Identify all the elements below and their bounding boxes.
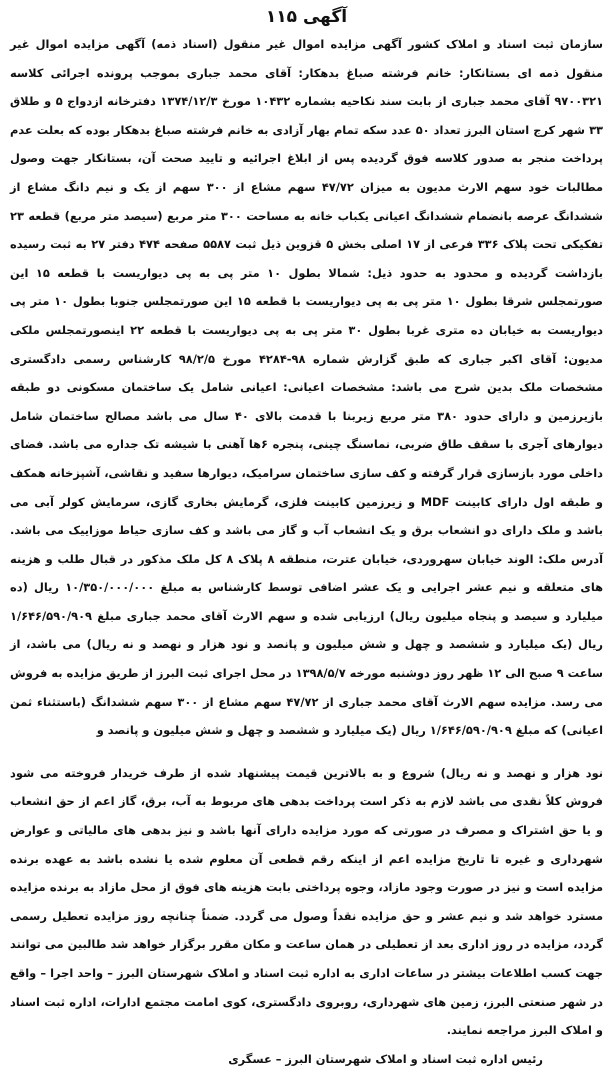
notice-signature: رئیس اداره ثبت اسناد و املاک شهرستان البرز – عسگری (228, 1051, 543, 1066)
notice-body-paragraph-2: نود هزار و نهصد و نه ریال) شروع و به بالاترین قیمت پیشنهاد شده از طرف خریدار فروخته می شود فروش کلاً نقدی می باشد لازم به ذکر است پرداخت بدهی های مربوط به آب، برق، گاز اعم از حق انشعاب و یا حق اشتراک و مصرف در صورتی که مورد مزایده دارای آنها باشد و نیز بدهی های مالیاتی و عوارض شهرداری و غیره تا تاریخ مزایده اعم از اینکه رقم قطعی آن معلوم شده یا نشده باشد به عهده برنده مزایده است و نیز در صورت وجود مازاد، وجوه پرداختی بابت هزینه های فوق از محل مازاد به برنده مزایده مسترد خواهد شد و نیم عشر و حق مزایده نقداً وصول می گردد. ضمناً چنانچه روز مزایده تعطیل رسمی گردد، مزایده در روز اداری بعد از تعطیلی در همان ساعت و مکان مقرر برگزار خواهد شد طالبین می توانند جهت کسب اطلاعات بیشتر در ساعات اداری به اداره ثبت اسناد و املاک شهرستان البرز – واحد اجرا – واقع در شهر صنعتی البرز، زمین های شهرداری، روبروی دادگستری، کوی امامت مجتمع ادارات، اداره ثبت اسناد و املاک البرز مراجعه نمایند. (10, 765, 603, 1038)
notice-title: آگهی ۱۱۵ (265, 7, 348, 27)
notice-body-paragraph-1: سازمان ثبت اسناد و املاک کشور آگهی مزایده اموال غیر منقول (اسناد ذمه) آگهی مزایده اموال غیر منقول ذمه ای بستانکار: خانم فرشته صباغ بدهکار: آقای محمد جباری بموجب پرونده اجرائی کلاسه ۹۷۰۰۳۲۱ آقای محمد جباری از بابت سند نکاحیه بشماره ۱۰۴۳۲ مورخ ۱۳۷۴/۱۲/۳ دفترخانه ازدواج ۵ و طلاق ۳۳ شهر کرج استان البرز تعداد ۵۰ عدد سکه تمام بهار آزادی به خانم فرشته صباغ بدهکار بوده که بعلت عدم پرداخت منجر به صدور کلاسه فوق گردیده پس از ابلاغ اجرائیه و تایید صحت آن، بستانکار جهت وصول مطالبات خود سهم الارث مدیون به میزان ۴۷/۷۲ سهم مشاع از ۳۰۰ سهم از یک و نیم دانگ مشاع از ششدانگ عرصه بانضمام ششدانگ اعیانی یکباب خانه به مساحت ۳۰۰ متر مربع (سیصد متر مربع) قطعه ۲۳ تفکیکی تحت پلاک ۳۳۶ فرعی از ۱۷ اصلی بخش ۵ قزوین ذیل ثبت ۵۵۸۷ صفحه ۴۷۴ دفتر ۲۷ به ثبت رسیده بازداشت گردیده و محدود به حدود ذیل: شمالا بطول ۱۰ متر پی به پی دیواریست با قطعه ۱۵ این صورتمجلس شرقا بطول ۱۰ متر پی به پی دیواریست با قطعه ۱۵ این صورتمجلس جنوبا بطول ۱۰ متر پی دیواریست به خیابان ده متری غربا بطول ۳۰ متر پی به پی دیواریست با قطعه ۲۲ اینصورتمجلس ملکی مدیون: آقای اکبر جباری که طبق گزارش شماره ۹۸-۴۲۸۴ مورخ ۹۸/۲/۵ کارشناس رسمی دادگستری مشخصات ملک بدین شرح می باشد: مشخصات اعیانی: اعیانی شامل یک ساختمان مسکونی دو طبقه بازیرزمین و دارای حدود ۳۸۰ متر مربع زیربنا با قدمت بالای ۴۰ سال می باشد مصالح ساختمان شامل دیوارهای آجری با سقف طاق ضربی، نماسنگ چینی، پنجره ۶ها آهنی با شیشه تک جداره می باشد. فضای داخلی مورد بازسازی قرار گرفته و کف سازی ساختمان سرامیک، دیوارها سفید و نقاشی، آشپزخانه همکف و طبقه اول دارای کابینت MDF و زیرزمین کابینت فلزی، گرمایش بخاری گازی، سرمایش کولر آبی می باشد و ملک دارای دو انشعاب برق و یک انشعاب آب و گاز می باشد و کف سازی حیاط موزاییک می باشد. آدرس ملک: الوند خیابان سهروردی، خیابان عترت، منطقه ۸ پلاک ۸ کل ملک مذکور در قبال طلب و هزینه های متعلقه و نیم عشر اجرایی و یک عشر اضافی توسط کارشناس به مبلغ ۱۰/۳۵۰/۰۰۰/۰۰۰ ریال (ده میلیارد و سیصد و پنجاه میلیون ریال) ارزیابی شده و سهم الارث آقای محمد جباری مبلغ ۱/۶۴۶/۵۹۰/۹۰۹ ریال (یک میلیارد و ششصد و چهل و شش میلیون و پانصد و نود هزار و نهصد و نه ریال) می باشد، از ساعت ۹ صبح الی ۱۲ ظهر روز دوشنبه مورخه ۱۳۹۸/۵/۷ در محل اجرای ثبت البرز از طریق مزایده به فروش می رسد. مزایده سهم الارث آقای محمد جباری از ۴۷/۷۲ سهم مشاع از ۳۰۰ سهم ششدانگ (باستثناء ثمن اعیانی) که مبلغ ۱/۶۴۶/۵۹۰/۹۰۹ ریال (یک میلیارد و ششصد و چهل و شش میلیون و پانصد و (10, 37, 604, 738)
